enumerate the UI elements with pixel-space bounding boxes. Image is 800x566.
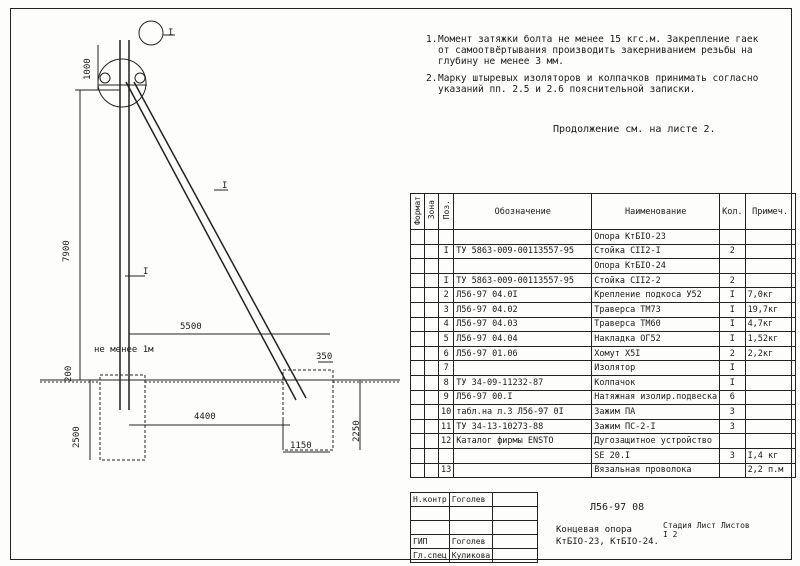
stage-sheet-info	[663, 521, 750, 539]
cell-name: Вязальная проволока	[592, 463, 720, 478]
cell-qty: 2	[720, 244, 745, 259]
cell-format	[411, 390, 425, 405]
cell-zone	[425, 463, 439, 478]
cell-qty: I	[720, 361, 745, 376]
detail-callout-1	[139, 21, 163, 45]
cell-pos: 5	[439, 332, 454, 347]
cell-qty	[720, 259, 745, 274]
cell-qty: 3	[720, 405, 745, 420]
cell-qty: I	[720, 288, 745, 303]
cell-designation	[454, 259, 592, 274]
cell-name: Стойка СІІ2-І	[592, 244, 720, 259]
cell-name: Хомут Х5І	[592, 346, 720, 361]
spec-row	[411, 317, 796, 332]
cell-format	[411, 375, 425, 390]
cell-note	[745, 405, 795, 420]
cell-qty	[720, 230, 745, 245]
cell-zone	[425, 346, 439, 361]
cell-qty: I	[720, 375, 745, 390]
cell-format	[411, 230, 425, 245]
cell-format	[411, 317, 425, 332]
cell-designation	[454, 361, 592, 376]
spec-row	[411, 390, 796, 405]
cell-designation: ТУ 5863-009-00113557-95	[454, 273, 592, 288]
callout-label-3: I	[143, 267, 149, 277]
cell-designation: ТУ 34-13-10273-88	[454, 419, 592, 434]
cell-name: Накладка ОГ52	[592, 332, 720, 347]
cell-designation: ТУ 34-09-11232-87	[454, 375, 592, 390]
sheet-label: Лист	[696, 521, 716, 530]
note-1-num: 1.	[426, 34, 438, 45]
cell-zone	[425, 230, 439, 245]
cell-note	[745, 434, 795, 449]
cell-designation	[454, 448, 592, 463]
drawing-name-line-2: КтБІО-23, КтБІО-24.	[556, 537, 659, 547]
cell-zone	[425, 448, 439, 463]
cell-format	[411, 332, 425, 347]
cell-note	[745, 419, 795, 434]
dim-350: 350	[316, 352, 333, 362]
spec-header-row	[411, 194, 796, 230]
cell-format	[411, 288, 425, 303]
note-2-text: Марку штыревых изоляторов и колпачков принимать согласно указаний пп. 2.5 и 2.6 пояснительной записки.	[438, 73, 759, 95]
cell-pos	[439, 259, 454, 274]
drawing-name	[556, 524, 659, 548]
specification-table	[410, 193, 796, 478]
pole-foundation	[100, 375, 145, 460]
cell-format	[411, 463, 425, 478]
cell-pos: 2	[439, 288, 454, 303]
cell-pos: 3	[439, 302, 454, 317]
cell-pos	[439, 230, 454, 245]
callout-label-2: I	[222, 181, 228, 191]
cell-format	[411, 273, 425, 288]
cell-zone	[425, 390, 439, 405]
cell-designation: Л56-97 01.06	[454, 346, 592, 361]
cell-format	[411, 434, 425, 449]
cell-name: Траверса ТМ60	[592, 317, 720, 332]
cell-qty: I	[720, 302, 745, 317]
cell-pos: 8	[439, 375, 454, 390]
cell-zone	[425, 244, 439, 259]
sheets-label: Листов	[720, 521, 750, 530]
cell-qty: I	[720, 317, 745, 332]
sig-name-3: Куликова	[449, 549, 493, 563]
cell-name: Крепление подкоса У52	[592, 288, 720, 303]
cell-note: 7,0кг	[745, 288, 795, 303]
cell-pos	[439, 448, 454, 463]
cell-format	[411, 346, 425, 361]
sheets-total: 2	[672, 530, 678, 539]
spec-row	[411, 361, 796, 376]
cell-name: Траверса ТМ73	[592, 302, 720, 317]
cell-name: Стойка СІІ2-2	[592, 273, 720, 288]
cell-note	[745, 244, 795, 259]
cell-note: 4,7кг	[745, 317, 795, 332]
strut-foundation	[283, 370, 333, 450]
strut-edge-2	[134, 82, 306, 398]
cell-pos: 7	[439, 361, 454, 376]
cell-name: Изолятор	[592, 361, 720, 376]
cell-name: Опора КтБІО-23	[592, 230, 720, 245]
cell-note: 1,52кг	[745, 332, 795, 347]
cell-qty: 2	[720, 273, 745, 288]
dim-2500: 2500	[72, 426, 82, 448]
spec-row	[411, 434, 796, 449]
cell-format	[411, 419, 425, 434]
cell-qty	[720, 463, 745, 478]
cell-note	[745, 390, 795, 405]
spec-row	[411, 375, 796, 390]
continuation-note: Продолжение см. на листе 2.	[553, 124, 716, 135]
spec-row	[411, 288, 796, 303]
cell-pos: 12	[439, 434, 454, 449]
cell-designation: Л56-97 04.0І	[454, 288, 592, 303]
sheet-no: І	[663, 530, 668, 539]
cell-designation: Л56-97 04.02	[454, 302, 592, 317]
spec-row	[411, 332, 796, 347]
cell-qty: 6	[720, 390, 745, 405]
cell-zone	[425, 332, 439, 347]
cell-zone	[425, 375, 439, 390]
col-format: Формат	[411, 194, 425, 230]
cell-name: Дугозащитное устройство	[592, 434, 720, 449]
cell-zone	[425, 302, 439, 317]
spec-row	[411, 244, 796, 259]
spec-row	[411, 448, 796, 463]
cell-note	[745, 273, 795, 288]
cell-designation: ТУ 5863-009-00113557-95	[454, 244, 592, 259]
dim-2250: 2250	[352, 420, 362, 442]
dim-4400: 4400	[194, 412, 216, 422]
dim-1150: 1150	[290, 441, 312, 451]
cell-format	[411, 448, 425, 463]
sig-role-3: Гл.спец	[411, 549, 450, 563]
dim-min-1m: не менее 1м	[94, 345, 154, 355]
spec-row	[411, 302, 796, 317]
cell-zone	[425, 419, 439, 434]
cell-qty: I	[720, 332, 745, 347]
cell-format	[411, 259, 425, 274]
cell-zone	[425, 405, 439, 420]
cell-note: 2,2 п.м	[745, 463, 795, 478]
cell-note: 19,7кг	[745, 302, 795, 317]
cell-pos: I	[439, 273, 454, 288]
cell-pos: I	[439, 244, 454, 259]
note-1-text: Момент затяжки болта не менее 15 кгс.м. Закрепление гаек от самоотвёртывания производить закерниванием резьбы на глубину не менее 3 мм.	[438, 34, 759, 67]
sig-role-2: ГИП	[411, 535, 450, 549]
cell-pos: 6	[439, 346, 454, 361]
cell-designation: Л56-97 04.03	[454, 317, 592, 332]
cell-designation: Л56-97 04.04	[454, 332, 592, 347]
spec-row	[411, 346, 796, 361]
cell-name: Колпачок	[592, 375, 720, 390]
cell-zone	[425, 273, 439, 288]
cell-name: Зажим ПС-2-І	[592, 419, 720, 434]
cell-name: Натяжная изолир.подвеска	[592, 390, 720, 405]
cell-qty: 2	[720, 346, 745, 361]
cell-zone	[425, 317, 439, 332]
callout-label-1: I	[168, 28, 174, 38]
cell-designation: Л56-97 00.І	[454, 390, 592, 405]
note-2-num: 2.	[426, 73, 438, 84]
cell-pos: 9	[439, 390, 454, 405]
cell-designation	[454, 463, 592, 478]
cell-designation: Каталог фирмы ENSTO	[454, 434, 592, 449]
drawing-code: Л56-97 08	[590, 502, 645, 513]
cell-qty: 3	[720, 419, 745, 434]
col-qty: Кол.	[720, 194, 745, 230]
spec-row	[411, 419, 796, 434]
cell-qty: 3	[720, 448, 745, 463]
notes-block	[426, 34, 766, 101]
cell-zone	[425, 434, 439, 449]
cell-qty	[720, 434, 745, 449]
cell-designation	[454, 230, 592, 245]
cell-note: 2,2кг	[745, 346, 795, 361]
col-pos: Поз.	[439, 194, 454, 230]
cell-pos: 4	[439, 317, 454, 332]
cell-zone	[425, 259, 439, 274]
col-name: Наименование	[592, 194, 720, 230]
col-note: Примеч.	[745, 194, 795, 230]
spec-row	[411, 273, 796, 288]
cell-note: І,4 кг	[745, 448, 795, 463]
dim-200: 200	[64, 365, 74, 382]
drawing-name-line-1: Концевая опора	[556, 525, 632, 535]
cell-note	[745, 375, 795, 390]
cell-note	[745, 230, 795, 245]
spec-row	[411, 463, 796, 478]
cell-pos: 11	[439, 419, 454, 434]
cell-name: Опора КтБІО-24	[592, 259, 720, 274]
cell-format	[411, 302, 425, 317]
dim-5500: 5500	[180, 322, 202, 332]
cell-designation: табл.на л.3 Л56-97 0І	[454, 405, 592, 420]
col-zone: Зона	[425, 194, 439, 230]
spec-row	[411, 230, 796, 245]
sig-role-1: Н.контр	[411, 493, 450, 507]
dim-1000: 1000	[83, 58, 93, 80]
spec-row	[411, 405, 796, 420]
cell-name: SE 20.І	[592, 448, 720, 463]
cell-note	[745, 259, 795, 274]
sig-name-2: Гоголев	[449, 535, 493, 549]
cell-format	[411, 405, 425, 420]
col-designation: Обозначение	[454, 194, 592, 230]
cell-zone	[425, 361, 439, 376]
stage-label: Стадия	[663, 521, 692, 530]
cell-format	[411, 361, 425, 376]
note-1	[426, 34, 766, 67]
note-2	[426, 73, 766, 95]
cell-zone	[425, 288, 439, 303]
cell-format	[411, 244, 425, 259]
sig-name-1: Гоголев	[449, 493, 493, 507]
signature-table	[410, 492, 538, 563]
dim-7900: 7900	[62, 240, 72, 262]
spec-row	[411, 259, 796, 274]
cell-name: Зажим ПА	[592, 405, 720, 420]
cell-pos: 13	[439, 463, 454, 478]
cell-note	[745, 361, 795, 376]
cell-pos: 10	[439, 405, 454, 420]
